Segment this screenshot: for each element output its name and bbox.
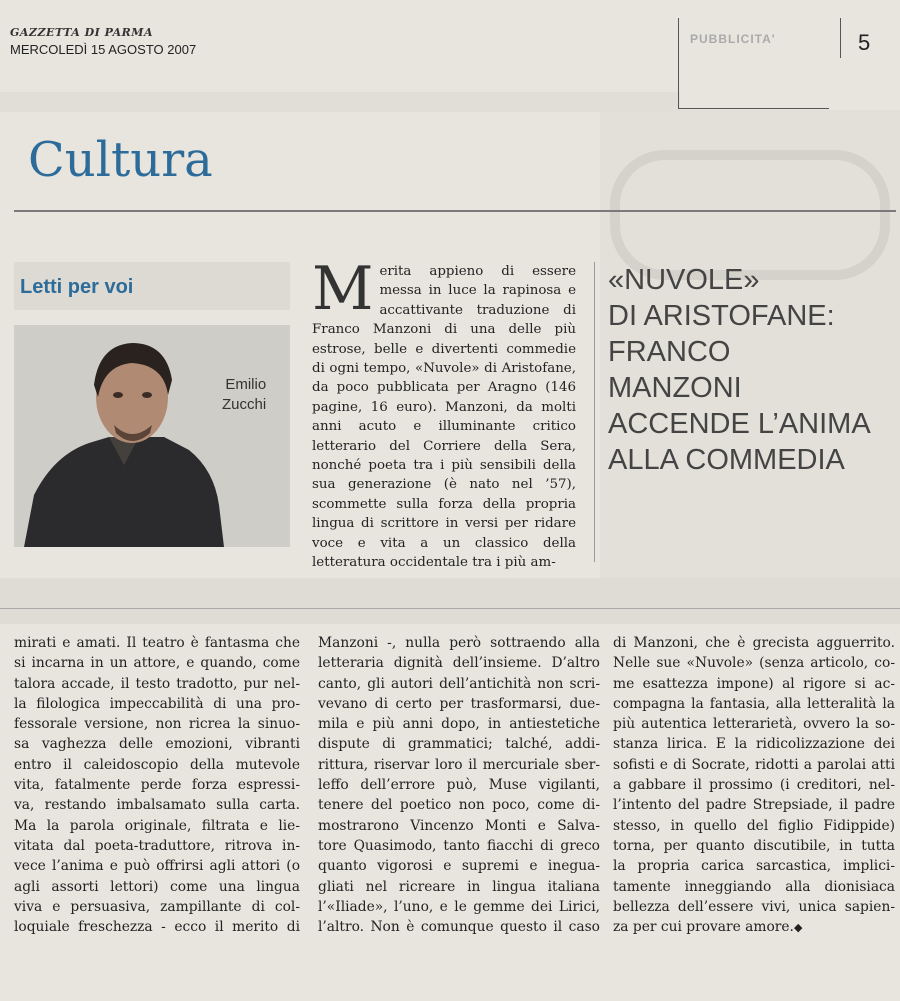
body-column-2: Manzoni -, nulla però sottraendo alla letteraria dignità dell’insieme. D’altro canto, gli autori dell’antichità non scri- vevano di certo per trasformarsi, due- mila e più anni dopo, in antiestetiche dispute di grammatici; talché, addi- rittura, riservar loro il mercuriale sber- leffo dell’errore può, Muse vigilanti, tenere del poetico non poco, come di- mostrarono Vincenzo Monti e Salva- tore Quasimodo, tanto fiacchi di greco quanto vigorosi e supremi e inegua- gliati nel ricreare in lingua italiana l’«Iliade», l’uno, e le gemme dei Lirici, l’altro. Non è comunque questo il caso xyxy=(318,635,600,936)
headline: «NUVOLE» DI ARISTOFANE: FRANCO MANZONI ACCENDE L’ANIMA ALLA COMMEDIA xyxy=(608,264,871,476)
section-title: Cultura xyxy=(28,132,213,188)
column-divider xyxy=(594,262,595,562)
clipping-fold xyxy=(0,578,900,624)
column-tag-label: Letti per voi xyxy=(20,276,134,298)
page-number-divider xyxy=(840,18,841,58)
top-bleed-band xyxy=(0,92,680,112)
body-column-3: di Manzoni, che è grecista agguerrito. Nelle sue «Nuvole» (senza articolo, co- me esattezza impone) al rigore si ac- compagna la fantasia, alla letteralità la più autentica letterarietà, ovvero la so- stanza lirica. E la ridicolizzazione dei sofisti e di Socrate, ridotti a parolai atti a gabbare il prossimo (i creditori, nel- l’intento del padre Strepsiade, il padre stesso, in quello del figlio Fidippide) torna, per quanto discutibile, in tutta la propria carica sarcastica, implici- tamente inneggiando alla dionisiaca bellezza dell’essere vivi, unica sapien- za per cui provare amore.◆ xyxy=(613,635,895,936)
clipping-edge xyxy=(0,608,900,609)
article-end-mark: ◆ xyxy=(793,921,803,935)
section-divider xyxy=(14,210,896,212)
column-tag xyxy=(14,262,290,310)
lead-paragraph xyxy=(312,254,576,573)
author-photo xyxy=(14,325,290,547)
portrait-image xyxy=(14,325,290,547)
ad-label: PUBBLICITA' xyxy=(690,32,776,46)
lead-text: erita appieno di essere messa in luce la rapinosa e accattivante traduzione di Franco Manzoni di una delle più estrose, belle e divertenti commedie di ogni tempo, «Nuvole» di Aristofane, da poco pubblicata per Aragno (146 pagine, 16 euro). Manzoni, da molti anni acuto e illuminante critico letterario del Corriere della Sera, nonché poeta tra i più sensibili della sua generazione (è nato nel ’57), scommette sulla forza della propria lingua di scrittore in versi per ridare voce e vita a un classico della letteratura occidentale tra i più am- xyxy=(312,264,576,571)
drop-cap: M xyxy=(312,254,374,324)
body-column-1: mirati e amati. Il teatro è fantasma che si incarna in un attore, e quando, come talora accade, il testo tradotto, pur nel- la filologica impeccabilità di una pro- fessorale versione, non ricrea la sinuo- sa vaghezza delle emozioni, vibranti entro il caleidoscopio della mutevole vita, fatalmente perde forza espressi- va, restando imbalsamato sulla carta. Ma la parola originale, filtrata e lie- vitata dal poeta-traduttore, ritrova in- vece l’anima e può offrirsi agli attori (o agli assorti lettori) come una lingua viva e persuasiva, zampillante di col- loquiale freschezza - ecco il merito di xyxy=(14,635,300,936)
ad-bleed-shape xyxy=(610,150,890,280)
page-number: 5 xyxy=(858,30,871,55)
author-name: Emilio Zucchi xyxy=(222,376,267,413)
issue-date: MERCOLEDÌ 15 AGOSTO 2007 xyxy=(10,42,197,57)
newspaper-name: GAZZETTA DI PARMA xyxy=(10,26,153,39)
